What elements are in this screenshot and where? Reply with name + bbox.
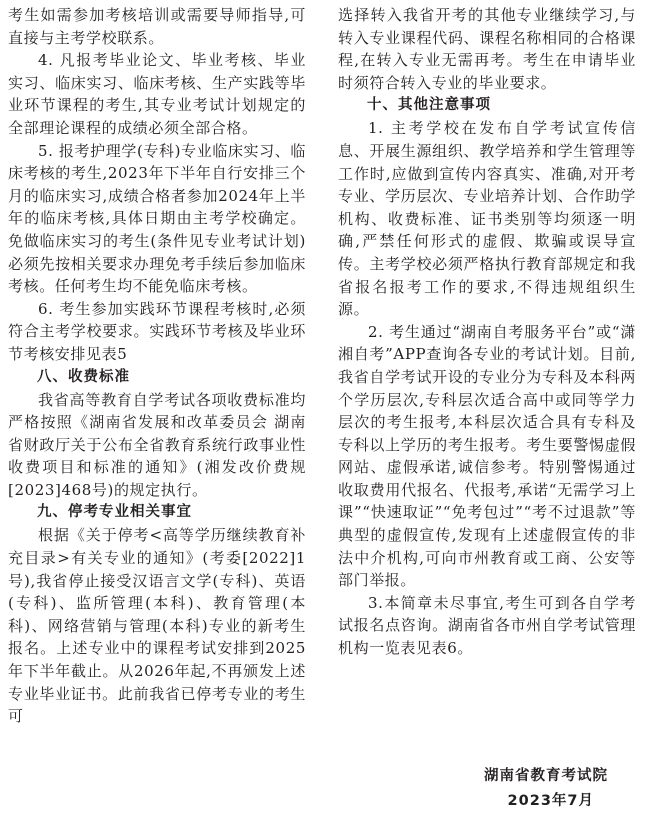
paragraph: 我省高等教育自学考试各项收费标准均严格按照《湖南省发展和改革委员会 湖南省财政厅关于公布全省教育系统行政事业性收费项目和标准的通知》(湘发改价费规[2023]468号)的规定执行。: [8, 390, 306, 499]
section-heading-other-notes: 十、其他注意事项: [367, 97, 491, 114]
signature-organization: 湖南省教育考试院: [484, 768, 608, 784]
right-column: [338, 4, 636, 660]
section-heading-discontinued: 九、停考专业相关事宜: [37, 504, 192, 521]
paragraph: 根据《关于停考<高等学历继续教育补充目录>有关专业的通知》(考委[2022]1号),我省停止接受汉语言文学(专科)、英语(专科)、监所管理(本科)、教育管理(本科)、网络营销与管理(本科)专业的新考生报名。上述专业中的课程考试安排到2025年下半年截止。从2026年起,不再颁发上述专业毕业证书。此前我省已停考专业的考生可: [8, 526, 306, 726]
left-column: [8, 4, 306, 728]
paragraph: 5. 报考护理学(专科)专业临床实习、临床考核的考生,2023年下半年自行安排三个月的临床实习,成绩合格者参加2024年上半年的临床考核,具体日期由主考学校确定。免做临床实习的考生(条件见专业考试计划)必须先按相关要求办理免考手续后参加临床考核。任何考生均不能免临床考核。: [8, 141, 306, 296]
paragraph: 3.本简章未尽事宜,考生可到各自学考试报名点咨询。湖南省各市州自学考试管理机构一览表见表6。: [338, 593, 636, 658]
paragraph: 4. 凡报考毕业论文、毕业考核、毕业实习、临床实习、临床考核、生产实践等毕业环节课程的考生,其专业考试计划规定的全部理论课程的成绩必须全部合格。: [8, 51, 306, 137]
paragraph: 2. 考生通过“湖南自考服务平台”或“潇湘自考”APP查询各专业的考试计划。目前,我省自学考试开设的专业分为专科及本科两个学历层次,专科层次适合高中或同等学力层次的考生报考,本科层次适合具有专科及专科以上学历的考生报考。考生要警惕虚假网站、虚假承诺,诚信参考。特别警惕通过收取费用代报名、代报考,承诺“无需学习上课”“快速取证”“免考包过”“考不过退款”等典型的虚假宣传,发现有上述虚假宣传的非法中介机构,可向市州教育或工商、公安等部门举报。: [338, 322, 636, 590]
section-heading-fees: 八、收费标准: [37, 368, 130, 385]
paragraph: 选择转入我省开考的其他专业继续学习,与转入专业课程代码、课程名称相同的合格课程,在转入专业无需再考。考生在申请毕业时须符合转入专业的毕业要求。: [338, 6, 636, 92]
paragraph: 考生如需参加考核培训或需要导师指导,可直接与主考学校联系。: [8, 6, 306, 47]
signature-date: 2023年7月: [507, 793, 594, 809]
paragraph: 1. 主考学校在发布自学考试宣传信息、开展生源组织、教学培养和学生管理等工作时,应做到宣传内容真实、准确,对开考专业、学历层次、专业培养计划、合作助学机构、收费标准、证书类别等均须逐一明确,严禁任何形式的虚假、欺骗或误导宣传。主考学校必须严格执行教育部规定和我省报名报考工作的要求,不得违规组织生源。: [338, 119, 636, 319]
paragraph: 6. 考生参加实践环节课程考核时,必须符合主考学校要求。实践环节考核及毕业环节考核安排见表5: [8, 299, 306, 363]
